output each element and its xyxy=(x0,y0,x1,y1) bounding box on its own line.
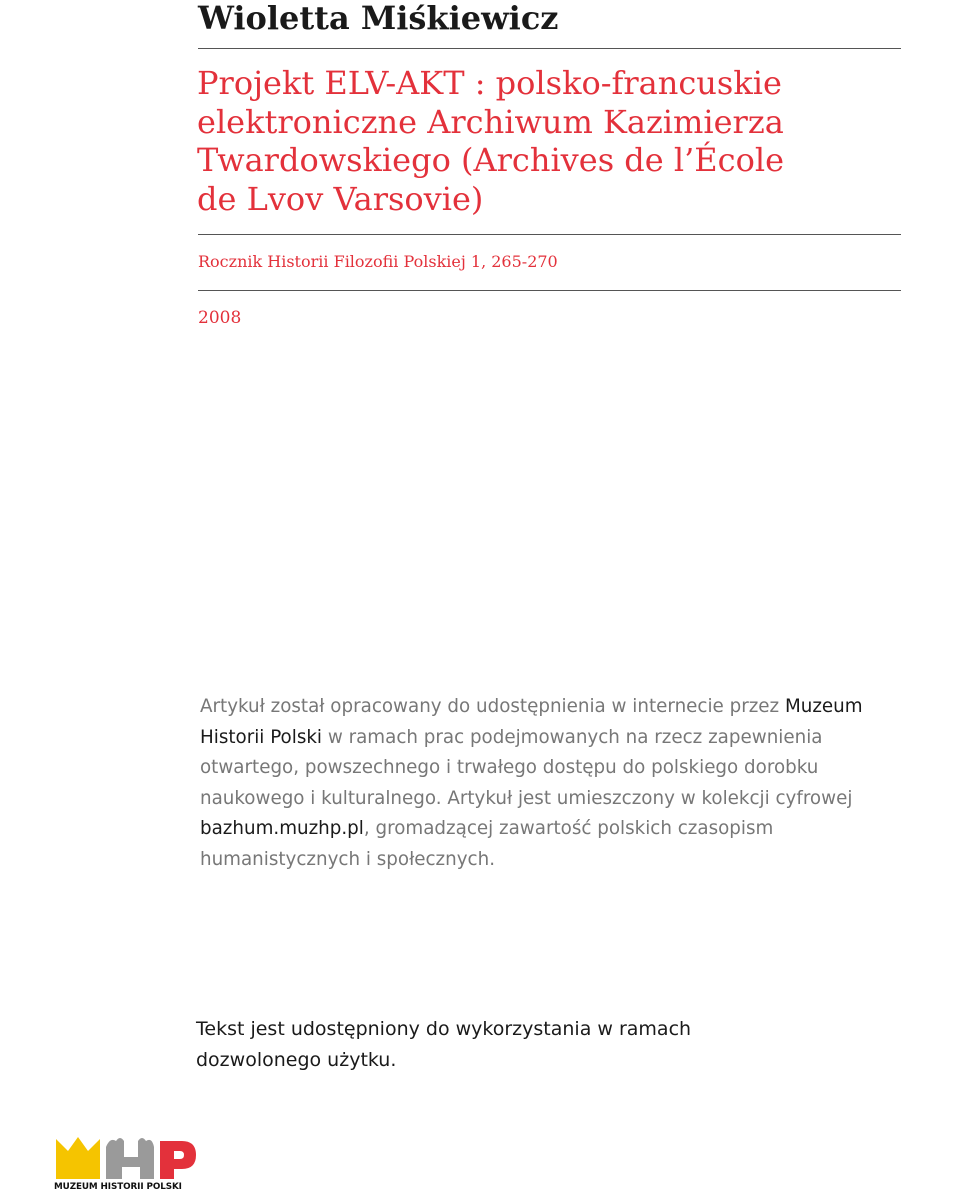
publication-year: 2008 xyxy=(198,308,242,328)
usage-line: dozwolonego użytku. xyxy=(196,1049,397,1071)
divider xyxy=(198,290,901,291)
article-title xyxy=(197,64,902,218)
journal-citation: Rocznik Historii Filozofii Polskiej 1, 265-270 xyxy=(198,252,558,271)
divider xyxy=(198,234,901,235)
usage-line: Tekst jest udostępniony do wykorzystania w ramach xyxy=(196,1018,692,1040)
museum-name: Muzeum Historii Polski xyxy=(200,696,863,748)
title-line: Twardowskiego (Archives de l’École xyxy=(197,141,784,179)
title-line: elektroniczne Archiwum Kazimierza xyxy=(197,102,784,141)
divider xyxy=(198,48,901,49)
usage-statement xyxy=(196,1014,756,1076)
museum-logo xyxy=(54,1135,204,1195)
author-name: Wioletta Miśkiewicz xyxy=(198,0,559,37)
museum-logo-icon xyxy=(54,1135,204,1181)
notice-text: , gromadzącej zawartość polskich czasopism humanistycznych i społecznych. xyxy=(200,818,774,870)
collection-link[interactable]: bazhum.muzhp.pl xyxy=(200,818,364,839)
title-line: Projekt ELV-AKT : polsko-francuskie xyxy=(197,64,782,102)
notice-text: Artykuł został opracowany do udostępnienia w internecie przez xyxy=(200,696,785,717)
notice-text: w ramach prac podejmowanych na rzecz zapewnienia otwartego, powszechnego i trwałego dostępu do polskiego dorobku naukowego i kulturalnego. Artykuł jest umieszczony w kolekcji cyfrowej xyxy=(200,726,853,809)
logo-text: MUZEUM HISTORII POLSKI xyxy=(54,1182,182,1192)
publication-notice xyxy=(200,692,900,875)
title-line: de Lvov Varsovie) xyxy=(197,179,484,218)
